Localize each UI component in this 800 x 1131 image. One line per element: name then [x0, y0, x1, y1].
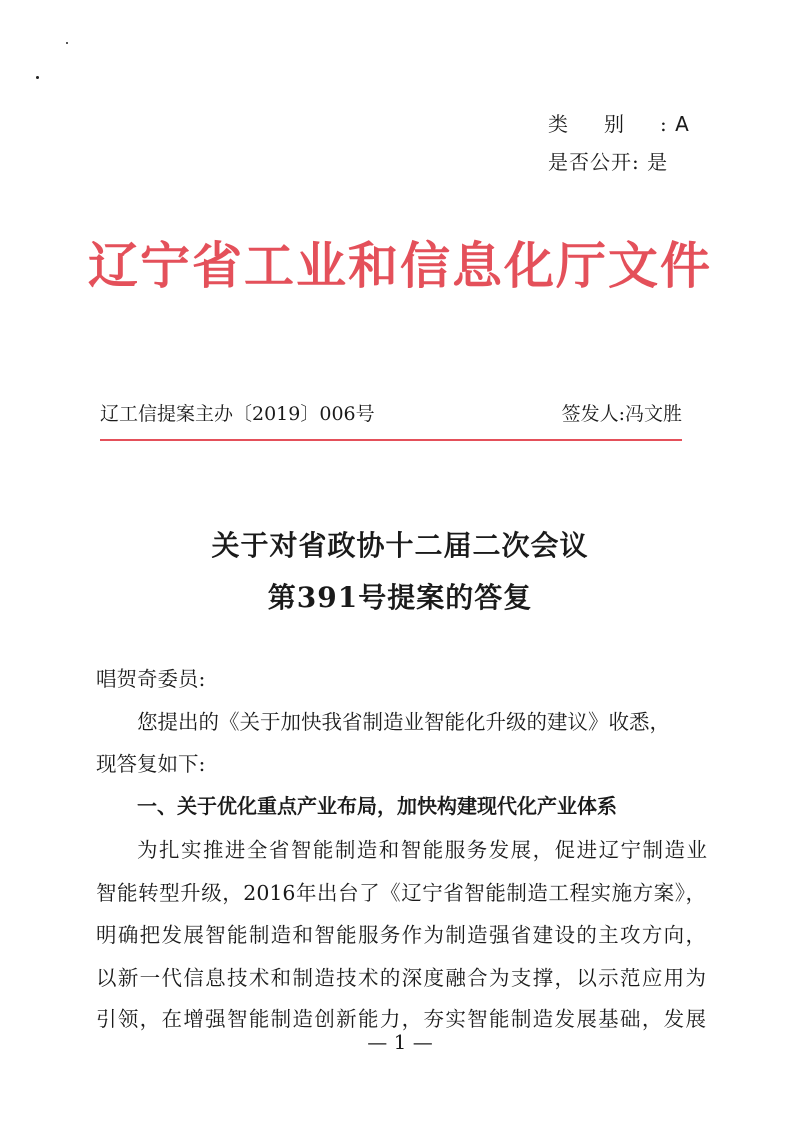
scan-speck	[36, 76, 39, 79]
paragraph-line: 引领，在增强智能制造创新能力，夯实智能制造发展基础，发展	[96, 1007, 706, 1031]
category-line	[548, 108, 690, 137]
paragraph-line: 以新一代信息技术和制造技术的深度融合为支撑，以示范应用为	[96, 966, 706, 990]
issuer-header-title: 辽宁省工业和信息化厅文件	[88, 236, 712, 295]
public-label: 是否公开	[548, 150, 632, 174]
salutation: 唱贺奇委员:	[96, 667, 206, 691]
document-title-line2: 第391号提案的答复	[267, 581, 533, 614]
category-label: 类别	[548, 112, 660, 136]
paragraph-line: 现答复如下:	[96, 752, 206, 776]
red-divider-rule	[100, 439, 682, 441]
public-value: 是	[647, 150, 669, 174]
paragraph-line: 为扎实推进全省智能制造和智能服务发展，促进辽宁制造业	[137, 838, 707, 862]
category-value: A	[675, 112, 690, 136]
section-heading: 一、关于优化重点产业布局，加快构建现代化产业体系	[137, 794, 617, 818]
paragraph-line: 您提出的《关于加快我省制造业智能化升级的建议》收悉，	[137, 710, 670, 734]
paragraph-line: 明确把发展智能制造和智能服务作为制造强省建设的主攻方向，	[96, 923, 706, 947]
signer: 签发人:冯文胜	[561, 403, 682, 425]
public-line	[548, 146, 668, 175]
document-title-line1: 关于对省政协十二届二次会议	[211, 529, 589, 562]
colon: :	[660, 112, 668, 136]
document-number: 辽工信提案主办〔2019〕006号	[100, 403, 375, 425]
paragraph-line: 智能转型升级，2016年出台了《辽宁省智能制造工程实施方案》，	[96, 881, 706, 905]
scan-speck	[66, 42, 68, 44]
colon: :	[632, 150, 640, 174]
signer-label: 签发人	[561, 403, 619, 425]
page-number: — 1 —	[367, 1030, 433, 1054]
signer-name: 冯文胜	[624, 403, 682, 425]
